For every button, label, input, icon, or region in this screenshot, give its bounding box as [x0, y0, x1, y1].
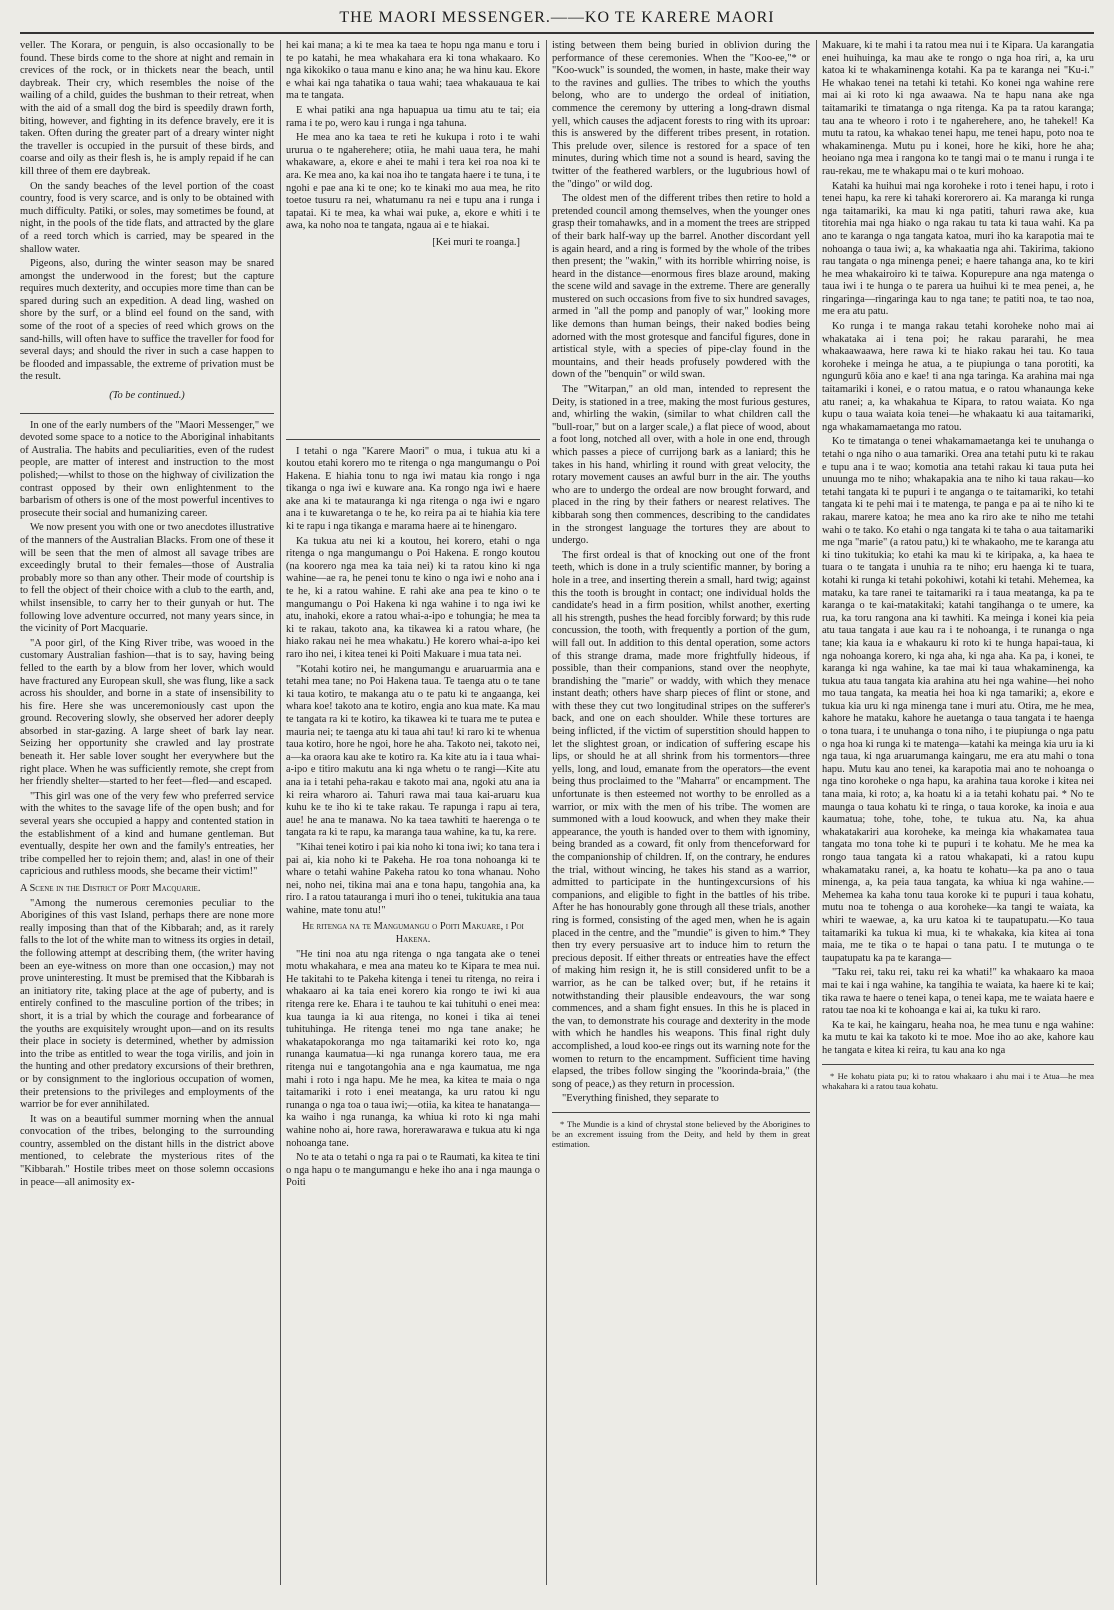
paragraph: "Kihai tenei kotiro i pai kia noho ki tona iwi; ko tana tera i pai ai, kia noho ki te Pakeha. He roa tona nohoanga ki te whare o tetahi wahine Pakeha ratou ko tona whanau. Noho nei, noho nei, tikina mai ana e tona hapu, tangohia ana, ka riro. I a ratou tatauranga i muri iho o tenei, tukitukia ana taua wahine, mate tonu atu!" — [286, 841, 540, 916]
paragraph: "Among the numerous ceremonies peculiar to the Aborigines of this vast Island, perhaps there are none more really imposing than that of the Kibbarah; and, as it rarely falls to the lot of the white man to witness its orgies in detail, the following attempt at describing them, (the writer having been an eye-witness on more than one occasion,) may not prove uninteresting. It must be premised that the Kibbarah is an initiatory rite, taking place at the age of puberty, and is entirely confined to the masculine portion of the tribes; in short, it is a trial by which the courage and forbearance of the youths are exquisitely wrought upon—and on its results their place in society is determined, whether by admission into the tribe as entitled to wear the toga virilis, and join in the hunting and other predatory excursions of their brethren, or by consignment to the inglorious occupation of women, their pretensions to the privileges and employments of the warrior be for ever annihilated. — [20, 897, 274, 1111]
footnote-rule — [552, 1112, 810, 1113]
header-rule — [20, 32, 1094, 34]
paragraph: The "Witarpan," an old man, intended to represent the Deity, is stationed in a tree, making the most furious gestures, and, whirling the wakin, (similar to what children call the "bull-roar," but on a larger scale,) a flat piece of wood, about a foot long, notched all over, with a hole in one end, through which passes a piece of currijong bark as a laniard; this he takes in his hand, whirling it round with great velocity, the rotary movement causes an awful burr in the air. The youths who are to undergo the ordeal are now brought forward, and placed in the ring by their fathers or nearest relatives. The kibbarah song then commences, describing to the candidates in the strongest language the tortures they are about to undergo. — [552, 384, 810, 547]
section-rule — [286, 439, 540, 440]
footnote-rule — [822, 1064, 1094, 1065]
paragraph: The first ordeal is that of knocking out one of the front teeth, which is done in a truly scientific manner, by boring a hole in a tree, and inserting therein a small, hard twig; against this the tooth is brought in contact; one individual holds the candidate's head in a firm position, whilst another, exerting all his strength, pushes the head forcibly forward; by this rude concussion, the tooth, with frequently a portion of the gum, will fall out. In addition to this dental operation, some actors of this strange drama, made more frightfully hideous, if possible, than their companions, stand over the neophyte, brandishing the "marie" or waddy, with which they menace instant death; others have sharp pieces of flint or stone, and with these they cut two longitudinal stripes on the sufferer's back, and one on each shoulder. While these tortures are being inflicted, if the victim of superstition should happen to let the slightest groan, or indication of suffering escape his lips, or should he at all shrink from his tormentors—three yells, long, and loud, emanate from the operators—the event being thus proclaimed to the "Maharra" or encampment. The unfortunate is then esteemed not worthy to be enrolled as a warrior, or mix with the men of his tribe. The women are summoned with a loud koowuck, and when they make their appearance, the youth is handed over to them with ignominy, being branded as a coward, fit only from thenceforward for the companionship of children. If, on the contrary, he endures the trial, without wincing, he takes his stand as a warrior, admitted to participate in the huntingexcursions of his companions, and eligible to fight in the battles of his tribe. After he has honourably gone through all these trials, another ring is formed, consisting of the aged men, when he is again placed in the centre, and the "mundie" is given to him.* They then try every persuasive art to induce him to return the precious deposit. If either threats or entreaties have the effect of making him resign it, he is still considered unfit to be a warrior, as he can be talked over; but, if he retains it notwithstanding their plausible endeavours, the war song commences, and a sham fight ensues. In this he is placed in the van, to demonstrate his courage and dexterity in the mode with which he handles his weapons. This final right duly accomplished, a loud koo-ee rings out its warning note for the women to return to the encampment. Sufficient time having elapsed, the tribes follow singing the "koorinda-braia," (the song of peace,) as they return in procession. — [552, 549, 810, 1090]
column-maori-2 — [822, 40, 1094, 1585]
continued-note: (To be continued.) — [109, 390, 185, 402]
paragraph: "This girl was one of the very few who preferred service with the whites to the savage life of the open bush; and for several years she occupied a happy and contented station in the establishment of a kind and humane gentleman. But eventually, despite her own and the family's entreaties, her tribe compelled her to rejoin them; and, alas! in one of their capricious and ruthless moods, she became their victim!" — [20, 790, 274, 878]
paragraph: Katahi ka huihui mai nga koroheke i roto i tenei hapu, i roto i tenei hapu, ka rere ki tahaki korerorero ai. Ka maranga ki runga nga taitamariki, ka mau ki nga patiti, tahuri rawa ake, kua titorehia mai nga hiako o nga rakau tu tata ki taua wahi. Ka pa ano te karanga o nga tangata katoa, muri iho ka karapotia mai te nohoanga o taua iwi; a, ka whakaatia nga ahi. Takirima, takiono rau tangata o nga minenga penei; e haere tahanga ana, ko te kiri he mea whakairoiro ki te taiwa. Kopurepure ana nga matenga o taua iwi i te hunga o te parera ua huihui ki te mea penei, a, he ringaringa—ringaringa kau to nga tane; te patiti noa, te tao noa, me era atu patu. — [822, 180, 1094, 318]
footnote: * The Mundie is a kind of chrystal stone believed by the Aborigines to be an excrement issuing from the Deity, and held by them in great estimation. — [552, 1118, 810, 1149]
blank-space — [286, 258, 540, 433]
paragraph: Ka tukua atu nei ki a koutou, hei korero, etahi o nga ritenga o nga mangumangu o Poi Hakena. E rongo koutou (na koorero nga mea ka taia nei) ki ta ratou kino ki nga wahine—ae ra, he penei tonu te kino o nga iwi e noho ana i te he, ki a ratou wahine. E rahi ake ana pea te kino o te mangumangu o Poi Hakena ki nga wahine i to nga iwi ke atu, inahoki, ekore a ratou whai-a-ipo e tohungia; he mea ta ki te rakau, takoto ana, ka tikawea ki a ratou whare, (he hiako rakau nei he mea whakatu.) He korero whai-a-ipo kei raro iho nei, i kitea tenei ki Poiti Makuare i mua tata nei. — [286, 535, 540, 660]
paragraph: Makuare, ki te mahi i ta ratou mea nui i te Kipara. Ua karangatia enei huihuinga, ka mau ake te rongo o nga hoa riri, a, ka uru katoa ki te whakaminenga kotahi. Ka pa te karanga nei "Ku-i." He whakao tenei na tetahi ki tetahi. Ko konei nga wahine rere mai ai ki roto ki nga awaawa. Na te hapu nana ake nga taitamariki te timatanga o nga ritenga. Ka pa ta ratou karanga; tau ana te wheoro i roto i te ngaherehere, ano, he tahekel! Ka mutu ta ratou, ka whakao tenei hapu, me tenei hapu, poto noa te whakaminenga. Mutu pu i konei, hore he kiki, hore he aha; heoiano nga mea i rangona ko te tangi mai o te manu i runga i te rau-rekau, me te whakapu mai o te kuri mohoao. — [822, 40, 1094, 177]
paragraph: hei kai mana; a ki te mea ka taea te hopu nga manu e toru i te po katahi, he mea whakahara era ki tona whakaaro. Ko nga kikokiko o taua manu e kino ana; he wa hinu kau. Ekore e whai kai nga tahatika o taua wahi; taea whakauaua te kai ma te tangata. — [286, 40, 540, 102]
column-divider — [280, 40, 281, 1585]
section-heading: A Scene in the District of Port Macquarie. — [20, 883, 201, 894]
section-heading: He ritenga na te Mangumangu o Poiti Makuare, i Poi Hakena. — [302, 921, 524, 946]
paragraph: "Kotahi kotiro nei, he mangumangu e aruaruarmia ana e tetahi mea tane; no Poi Hakena taua. Te taenga atu o te tane ki taua kotiro, te makanga atu o te patu ki te angaanga, kei whara koe! takoto ana te kotiro, engia ano kua mate. Ka mau te tangata ra ki te kotiro, ka tikawea ki te tuara me te putea e mauria nei; te taenga atu ki taua ahi tau! ki raro ki te whenua taua kotiro, hore he ngoi, hore he aha. Takoto nei, takoto nei, a—ka oraora kau ake te kotiro ra. Ka kite atu ia i taua whai-a-ipo e titiro makutu ana ki nga whetu o te rangi—Kite atu ana ia i tetahi peha-rakau e takoto mai ana, ngoki atu ana ia ki reira wharoro ai. Tahuri rawa mai taua kai-aruaru kua kuhu ke te iho ki te take rakau. Te rapunga i rapu ai tera, aue! he ana te manawa. No ka taea tawhiti te haerenga o te tangata ra ki te rapu, ka maranga taua wahine, ka tu, ka rere. — [286, 663, 540, 839]
paragraph: isting between them being buried in oblivion during the performance of these ceremonies. When the "Koo-ee,"* or "Koo-wuck" is sounded, the women, in haste, make their way to the ravines and gullies. The tribes to which the youths belong, who are to undergo the ordeal of initiation, commence the ceremony by uttering a long-drawn dismal yell, which causes the adjacent forests to ring with its uproar: this is answered by the different tribes present, in rotation. This prelude over, silence is restored for a space of ten minutes, during which time not a sound is heard, saving the twitter of the feathered warblers, or the lugubrious howl of the "dingo" or wild dog. — [552, 40, 810, 190]
paragraph: It was on a beautiful summer morning when the annual convocation of the tribes, belonging to the surrounding country, assembled on the distant hills in the district above mentioned, to celebrate the mysterious rites of the "Kibbarah." Hostile tribes meet on those solemn occasions in peace—all animosity ex- — [20, 1113, 274, 1188]
paragraph: veller. The Korara, or penguin, is also occasionally to be found. These birds come to the shore at night and remain in crevices of the rock, or in thickets near the beach, until daybreak. Their cry, which resembles the noise of the wailing of a child, guides the bushman to their retreat, when with the aid of a small dog the bird is speedily drawn forth, biting, however, and fighting in its defence bravely, ere it is taken. Often during the greater part of a dreary winter night the traveller is occupied in the pursuit of these birds, and coarse and oily as their flesh is, he is amply repaid if he can kill three of them ere daybreak. — [20, 40, 274, 177]
paragraph: I tetahi o nga "Karere Maori" o mua, i tukua atu ki a koutou etahi korero mo te ritenga o nga mangumangu o Poi Hakena. E hiahia tonu to nga iwi matau kia rongo i nga tikanga o nga iwi e kuware ana. Ka rongo nga iwi e haere ake ana ki te matauranga ki nga ritenga o nga iwi e ngaro ana i te kuwaretanga o te he, ko reira pa ai te hiahia kia tere ki te rapu i nga tikanga e marama haere ai te hinengaro. — [286, 445, 540, 533]
section-rule — [20, 413, 274, 414]
paragraph: "Everything finished, they separate to — [562, 1093, 719, 1105]
column-divider — [816, 40, 817, 1585]
column-maori-1 — [286, 40, 540, 1585]
paragraph: "He tini noa atu nga ritenga o nga tangata ake o tenei motu whakahara, e mea ana mateu ko te Kipara te mea nui. He takitahi to te Pakeha kitenga i tenei tu ritenga, no reira i whakaaro ai ka taia enei korero kia rongo te iwi ki aua ritenga rere ke. Ehara i te tauhou te kai tuhituhi o enei mea: kua taunga ia ki aua ritenga, no konei i tika ai tenei tuhituhinga. He ritenga tenei mo nga tane anake; he whakatapokoranga mo nga taitamariki kei roto ko, nga runanga kaumatua—ki nga runanga korero taua, me era ritenga nui e tangotangohia ana e nga kaumatua, me nga mahi i roto i nga hapu. Me he mea, ka kitea te maia o nga taitamariki i roto i enei meatanga, ka uru ratou ki ngu runanga o nga toa o taua iwi;—otiia, ka kitea te hanatanga—ka waiho i nga runanga, ka whiua ki roto ki nga mahi wahine noho ai, hore rawa, horerawarawa e tukua atu ki nga nohoanga tane. — [286, 948, 540, 1149]
paragraph: E whai patiki ana nga hapuapua ua timu atu te tai; eia rama i te po, wero kau i runga i nga tahuna. — [286, 104, 540, 129]
column-english-2 — [552, 40, 810, 1585]
page-header: THE MAORI MESSENGER.——KO TE KARERE MAORI — [339, 9, 775, 26]
column-english-1 — [20, 40, 274, 1585]
paragraph: Ko runga i te manga rakau tetahi koroheke noho mai ai whakataka ai i tena poi; he rakau pararahi, he mea whakaawaawa, here rawa ki te hiako rakau hei tau. Ko taua koroheke i meinga he atua, a te piupiunga o tana porotiti, ka ngungurū kōia ano e kae! ti ana nga taringa. Ka arahina mai nga taitamariki i konei, e o ratou matua, e o ratou whanaunga keke atu ranei; a, ka whakahua te Kipara, to ratou waiata. Ko nga kupu o taua waiata koia tenei—he whakaatu ki aua taitamariki, nga whakamamaetanga mo ratou. — [822, 321, 1094, 433]
paragraph: "A poor girl, of the King River tribe, was wooed in the customary Australian fashion—that is to say, having being felled to the earth by a blow from her lover, which would have fractured any European skull, she was flung, like a sack across his shoulder, and borne in a state of insensibility to his fire. Here she was unceremoniously cast upon the ground. Recovering slowly, she observed her adorer deeply absorbed in star-gazing. A large sheet of bark lay near. Seizing her opportunity she crawled and lay prostrate beneath it. Her sable lover sought her everywhere but the right place. When he was sufficiently remote, she crept from her friendly shelter—started to her feet—fled—and escaped. — [20, 637, 274, 788]
footnote: * He kohatu piata pu; ki to ratou whakaaro i ahu mai i te Atua—he mea whakahara ki a ratou taua kohatu. — [822, 1070, 1094, 1091]
continued-note: [Kei muri te roanga.] — [432, 236, 520, 248]
paragraph: In one of the early numbers of the "Maori Messenger," we devoted some space to a notice to the Aboriginal inhabitants of Australia. The habits and peculiarities, even of the rudest people, are matter of interest and instruction to the most polished;—whilst to those on the highway of civilization the contrast opposed by their own enlightenment to the barbarism of others is one of the most powerful incentives to prosecute their social and humanizing career. — [20, 419, 274, 519]
paragraph: Ko te timatanga o tenei whakamamaetanga kei te unuhanga o tetahi o nga niho o aua tamariki. Orea ana tetahi putu ki te rakau e tupu ana i te wao; komotia ana tetahi rakau ki taua puta hei unuunga mo te niho; whakapakia ana te niho ki taua rakau—ko tetahi tangata ki te pupuri i te anganga o te taitamariki, ko tetahi tangata ki te pehi mai i te matenga, te panga e pa ai te niho ki te rakau, marere katoa; he mea ano ka riro ake te niho me tetahi wahi o te tako. Ko etahi o nga tangata ki te taha o aua taitamariki me nga "marie" (a ratou patu,) ki te whakaoho, me te karanga atu ki tino tukitukia; ko etahi ka mau ki te kiripaka, a, ka haea te tuara o te tangata i unuhia ra te niho; eru haenga ki te tuara, kotahi ki runga ki tetahi pokohiwi, kotahi ki tetahi. Mehemea, ka mataku, ka tare ranei te taitamariki ra i taua meatanga, ka pa te karanga o te kai-matakitaki; katahi tangihanga o te umere, ka rua, ka toru rangona ana ki tawhiti. Ka meinga i konei kia peia atu taua tangata i aue kau ra i te nohoanga, i te runanga o nga tane; kia kaua ia e whakauru ki roto ki te hunga hapai-taua, ki nga nohoanga korero, ki nga aha, ki nga aha. Ka pa, i konei, te karanga ki nga wahine, ka tae mai ki taua whakaminenga, ka tukua atu taua tangata kia arahina atu hei nga wahine—hei noho mo taua tangata, ka meatia hei hoa ki nga tamariki; a, ekore e tukua kia uru ki nga minenga tane i muri atu. Otira, me he mea, kahore he mataku, kahore he auetanga o taua tangata i te haenga o tona tuara, i te unuhanga o tona niho, i te piupiunga o nga patu o nga hoa ki runga ki te matenga—katahi ka meinga kia uru ia ki nga taua, ki nga aruarumanga kaingaru, me era atu mahi o tona hapu. Mutu kau ano tenei, ka karapotia mai ano te nohoanga o nga tino koroheke o nga hapu, ka arahina taua koroke i kitea nei tana maia, ki roto; a, ka hoatu ki a ia tetahi kohatu pai. * No te maunga o taua kohatu ki te ringa, o taua koroke, ka inoia e aua kaumatua; tohe, tohe, tohe, te tukua atu. Na, ka ahua whakatakariri aua koroheke, ka meinga kia whakamatea taua tangata mo tona tohe ki te pupuri i te kohatu. Me he mea ka rongo taua tangata ki a ratou whakapati, ki a ratou kupu whakamataku ranei, a, ka hoatu te kohatu—ka pa ano o taua minenga, a, ka peia taua tangata, ka whiua ki nga wahine.—Mehemea ka kaha tonu taua koroke ki te pupuri i taua kohatu, mutu noa te tohenga o aua koroheke—ka tangi te waiata, ka whiri te waewae, a, ka uru katoa ki te taupatupatu.—Ko taua taitamariki ka tukua ki mua, ki te whakaka, kia kitea ai tona maia, me te tika o te hapai o tana patu. I te mutunga o te taupatupatu ka pa te karanga— — [822, 436, 1094, 964]
paragraph: "Taku rei, taku rei, taku rei ka whati!" ka whakaaro ka maoa mai te kai i nga wahine, ka tangihia te waiata, ka haere ki te kai; tika rawa te haere o tenei kapa, o tenei kapa, me te waiata haere e ratou tae noa ki te kohoanga e kai ai, ka tuku ki raro. — [822, 967, 1094, 1017]
paragraph: He mea ano ka taea te reti he kukupa i roto i te wahi ururua o te ngaherehere; otiia, he mahi uaua tera, he mahi whakaware, a, ekore e ahei te mahi i tera kei roa noa ki te ara. Ke mea ano, ka kai noa iho te tangata haere i te tuna, i te ngohi e pae ana ki te one; ko te kinaki mo aua mea, he rito toetoe tusuru ra nei, whatumanu ra nei e tupu ana i runga i tapatai. Ki te mea, ka whai wai puke, a, ekore e whiti i te awa, ka noho noa te tangata, ngaua ai e te hiakai. — [286, 132, 540, 232]
paragraph: Pigeons, also, during the winter season may be snared amongst the underwood in the forest; but the capture requires much dexterity, and occupies more time than can be spared during such an expedition. A dead ling, washed on shore by the surf, or a blind eel found on the sand, with some of the root of a species of reed which grows on the sand-hills, will often have to suffice the traveller for food for several days; and should the river in such a case happen to be flooded and impassable, the extreme of privation must be the result. — [20, 258, 274, 383]
paragraph: No te ata o tetahi o nga ra pai o te Raumati, ka kitea te tini o nga hapu o te mangumangu e heke iho ana i nga maunga o Poiti — [286, 1152, 540, 1189]
paragraph: We now present you with one or two anecdotes illustrative of the manners of the Australian Blacks. From one of these it will be seen that the men of almost all savage tribes are exceedingly brutal to their females—those of Australia probably more so than any other. Their mode of courtship is to fell the object of their choice with a club to the earth, and, whilst insensible, to carry her to their gunyah or hut. The following love adventure occurred, not many years since, in the vicinity of Port Macquarie. — [20, 522, 274, 635]
column-divider — [546, 40, 547, 1585]
paragraph: The oldest men of the different tribes then retire to hold a pretended council among themselves, when the younger ones grasp their tomahawks, and in a moment the trees are stripped of their bark half-way up the barrel. Another discordant yell is again heard, and a ring is formed by the whole of the tribes then present; the "wakin," with its horrible whirring noise, is heard in the distance—enormous fires blaze around, making the scene wild and savage in the extreme. There are generally mustered on such occasions from five to six hundred savages, armed in "all the pomp and panoply of war," looking more like demons than human beings, their naked bodies being adorned with the most grotesque and fanciful figures, done in artistical style, with a species of pipe-clay found in the mountains, and their heads profusely powdered with the down of the "benquin" or wild swan. — [552, 193, 810, 381]
paragraph: Ka te kai, he kaingaru, heaha noa, he mea tunu e nga wahine: ka mutu te kai ka takoto ki te moe. Moe iho ao ake, kahore kau he tangata e kitea ki reira, tu kau ana ko nga — [822, 1019, 1094, 1056]
paragraph: On the sandy beaches of the level portion of the coast country, food is very scarce, and is only to be obtained with much difficulty. Patiki, or soles, may sometimes be found, at night, in the pools of the tide flats, and attracted by the glare of a reed torch which is carried, may be speared in the shallow water. — [20, 180, 274, 255]
